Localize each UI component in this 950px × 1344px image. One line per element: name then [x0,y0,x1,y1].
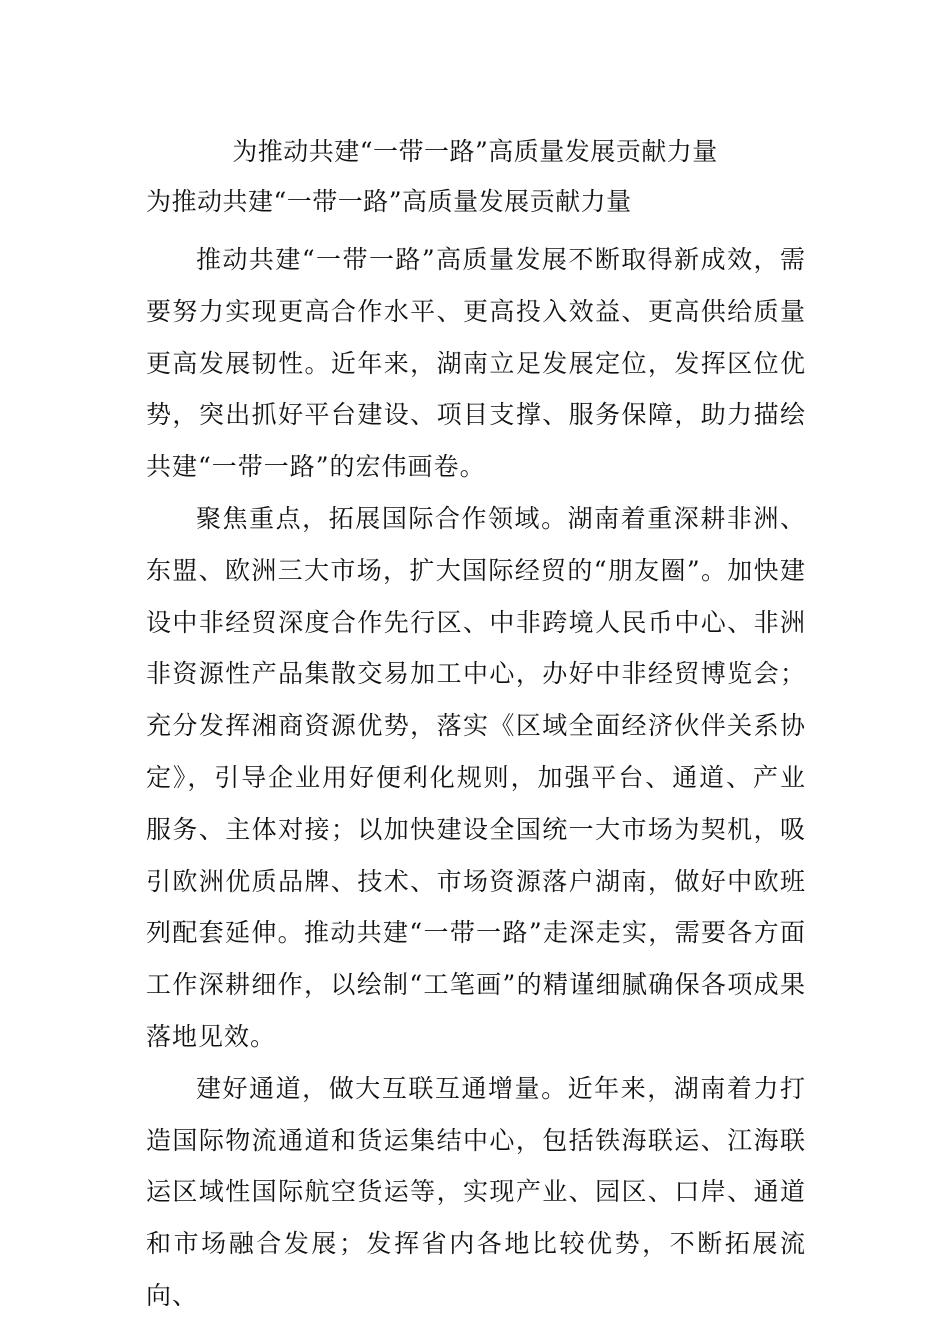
paragraph-connectivity: 建好通道，做大互联互通增量。近年来，湖南着力打造国际物流通道和货运集结中心，包括铁海联运、江海联运区域性国际航空货运等，实现产业、园区、口岸、通道和市场融合发展；发挥省内各地比较优势，不断拓展流向、 [146,1073,806,1310]
document-title: 为推动共建“一带一路”高质量发展贡献力量 [146,187,632,216]
paragraph-cooperation: 聚焦重点，拓展国际合作领域。湖南着重深耕非洲、东盟、欧洲三大市场，扩大国际经贸的“朋友圈”。加快建设中非经贸深度合作先行区、中非跨境人民币中心、非洲非资源性产品集散交易加工中心，办好中非经贸博览会；充分发挥湘商资源优势，落实《区域全面经济伙伴关系协定》，引导企业用好便利化规则，加强平台、通道、产业服务、主体对接；以加快建设全国统一大市场为契机，吸引欧洲优质品牌、技术、市场资源落户湖南，做好中欧班列配套延伸。推动共建“一带一路”走深走实，需要各方面工作深耕细作，以绘制“工笔画”的精谨细腻确保各项成果落地见效。 [146,503,806,1051]
document-body [146,234,806,1322]
paragraph-intro: 推动共建“一带一路”高质量发展不断取得新成效，需要努力实现更高合作水平、更高投入效益、更高供给质量更高发展韧性。近年来，湖南立足发展定位，发挥区位优势，突出抓好平台建设、项目支撑、服务保障，助力描绘共建“一带一路”的宏伟画卷。 [146,245,806,482]
document-title-centered: 为推动共建“一带一路”高质量发展贡献力量 [232,137,718,166]
